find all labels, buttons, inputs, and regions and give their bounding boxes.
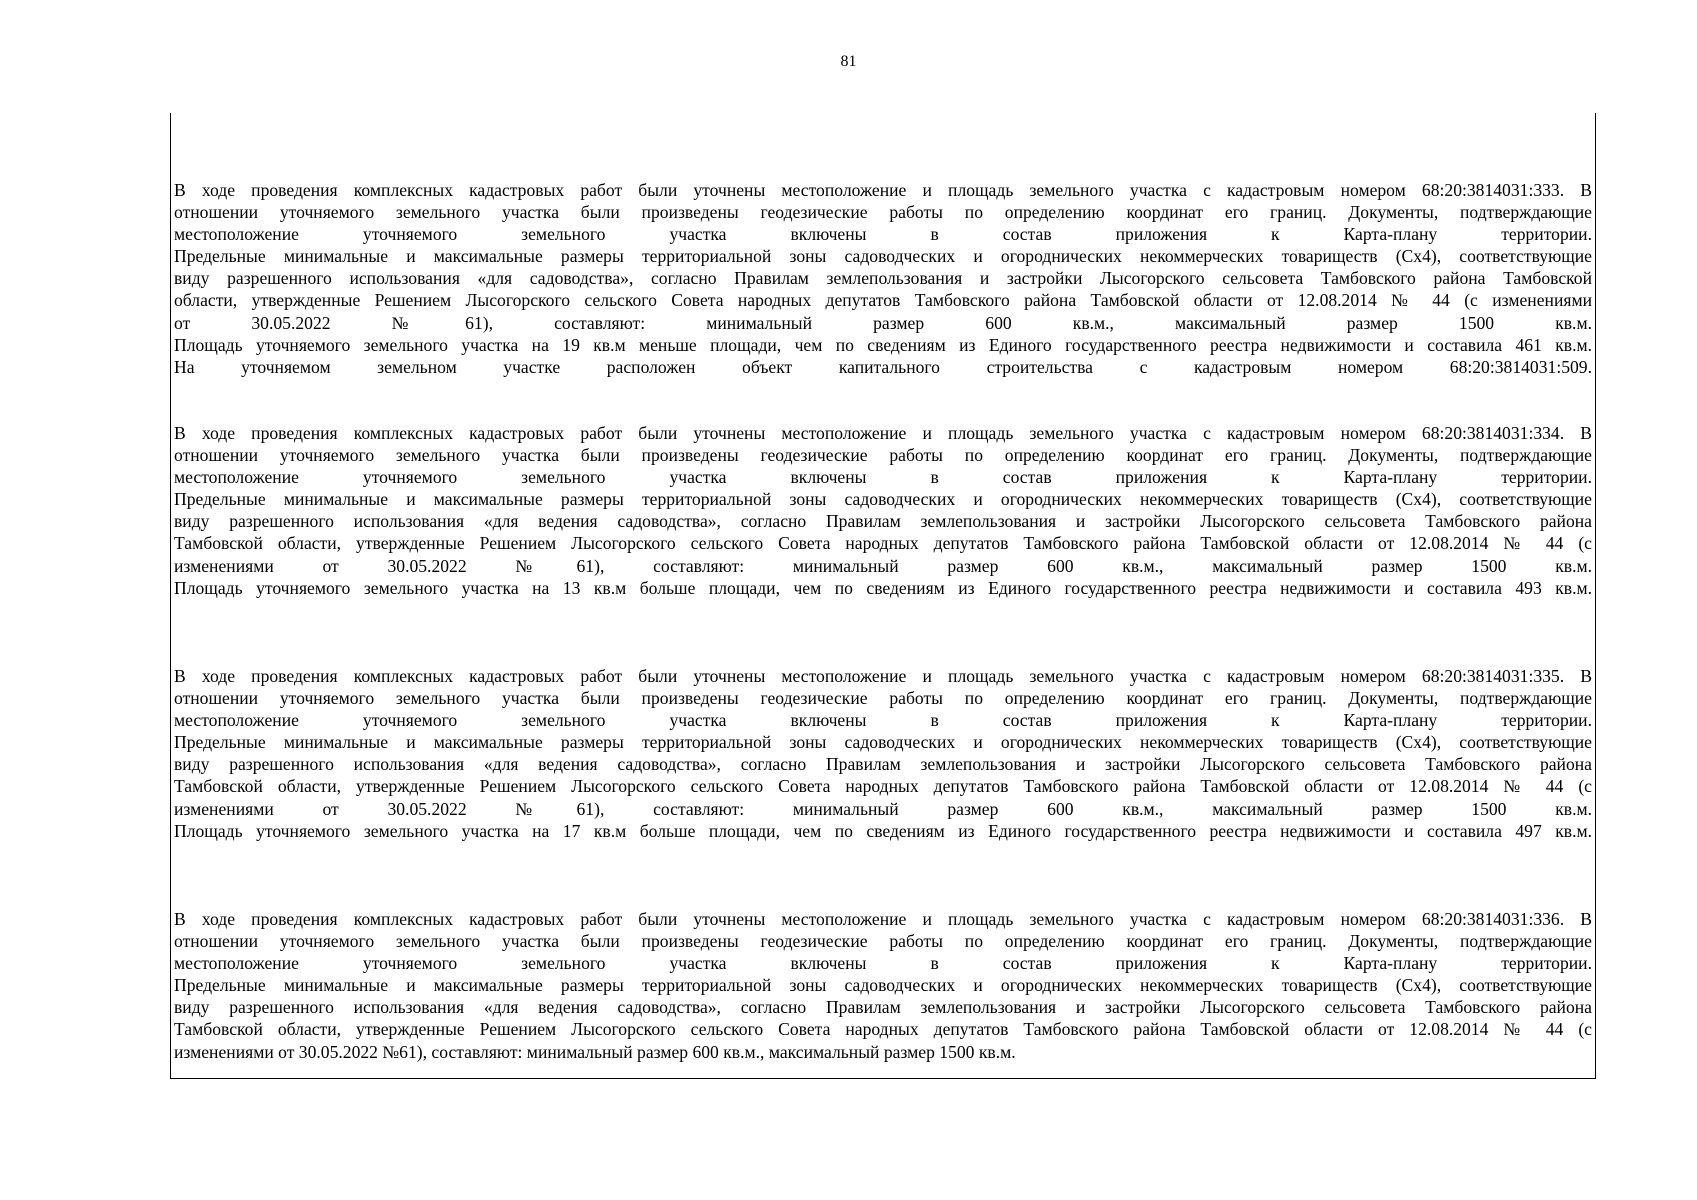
text-line: виду разрешенного использования «для ведения садоводства», согласно Правилам землепользования и застройки Лысогорского сельсовета Тамбовского района [174, 511, 1592, 532]
text-line: виду разрешенного использования «для ведения садоводства», согласно Правилам землепользования и застройки Лысогорского сельсовета Тамбовского района [174, 997, 1592, 1018]
content-frame [170, 113, 1596, 1079]
page-number: 81 [840, 53, 857, 70]
text-line: отношении уточняемого земельного участка были произведены геодезические работы по определению координат его границ. Документы, подтверждающие [174, 202, 1592, 223]
text-line: В ходе проведения комплексных кадастровых работ были уточнены местоположение и площадь земельного участка с кадастровым номером 68:20:3814031:335. В [174, 666, 1592, 686]
text-line: Тамбовской области, утвержденные Решением Лысогорского сельского Совета народных депутатов Тамбовского района Тамбовской области от 12.08.2014 № 44 (с [174, 776, 1592, 797]
text-line: Предельные минимальные и максимальные размеры территориальной зоны садоводческих и огороднических некоммерческих товариществ (Сх4), соответствующие [174, 246, 1592, 267]
text-line: Тамбовской области, утвержденные Решением Лысогорского сельского Совета народных депутатов Тамбовского района Тамбовской области от 12.08.2014 № 44 (с [174, 533, 1592, 554]
text-line: местоположение уточняемого земельного участка включены в состав приложения к Карта-плану территории. [174, 224, 1592, 245]
parcel-paragraph [174, 422, 1592, 599]
text-line: отношении уточняемого земельного участка были произведены геодезические работы по определению координат его границ. Документы, подтверждающие [174, 931, 1592, 952]
text-line: Площадь уточняемого земельного участка на 17 кв.м больше площади, чем по сведениям из Единого государственного реестра недвижимости и составила 497 кв.м. [174, 820, 1592, 841]
text-line: отношении уточняемого земельного участка были произведены геодезические работы по определению координат его границ. Документы, подтверждающие [174, 688, 1592, 709]
parcel-paragraph [174, 908, 1592, 1063]
text-line: отношении уточняемого земельного участка были произведены геодезические работы по определению координат его границ. Документы, подтверждающие [174, 445, 1592, 466]
text-line: виду разрешенного использования «для ведения садоводства», согласно Правилам землепользования и застройки Лысогорского сельсовета Тамбовского района [174, 754, 1592, 775]
text-line: В ходе проведения комплексных кадастровых работ были уточнены местоположение и площадь земельного участка с кадастровым номером 68:20:3814031:334. В [174, 423, 1592, 443]
text-line: изменениями от 30.05.2022 №61), составляют: минимальный размер 600 кв.м., максимальный размер 1500 кв.м. [174, 555, 1592, 576]
text-line: В ходе проведения комплексных кадастровых работ были уточнены местоположение и площадь земельного участка с кадастровым номером 68:20:3814031:333. В [174, 180, 1592, 200]
text-line: области, утвержденные Решением Лысогорского сельского Совета народных депутатов Тамбовского района Тамбовской области от 12.08.2014 № 44 (с изменениями [174, 290, 1592, 311]
text-line: Предельные минимальные и максимальные размеры территориальной зоны садоводческих и огороднических некоммерческих товариществ (Сх4), соответствующие [174, 489, 1592, 510]
text-line: Площадь уточняемого земельного участка на 19 кв.м меньше площади, чем по сведениям из Единого государственного реестра недвижимости и составила 461 кв.м. [174, 334, 1592, 355]
parcel-paragraph [174, 665, 1592, 842]
text-line: виду разрешенного использования «для садоводства», согласно Правилам землепользования и застройки Лысогорского сельсовета Тамбовского района Тамбовской [174, 268, 1592, 289]
text-line: На уточняемом земельном участке расположен объект капитального строительства с кадастровым номером 68:20:3814031:509. [174, 356, 1592, 377]
text-line: Предельные минимальные и максимальные размеры территориальной зоны садоводческих и огороднических некоммерческих товариществ (Сх4), соответствующие [174, 732, 1592, 753]
text-line: местоположение уточняемого земельного участка включены в состав приложения к Карта-плану территории. [174, 467, 1592, 488]
text-line: Тамбовской области, утвержденные Решением Лысогорского сельского Совета народных депутатов Тамбовского района Тамбовской области от 12.08.2014 № 44 (с [174, 1019, 1592, 1040]
text-line: изменениями от 30.05.2022 №61), составляют: минимальный размер 600 кв.м., максимальный размер 1500 кв.м. [174, 1041, 1016, 1062]
text-line: местоположение уточняемого земельного участка включены в состав приложения к Карта-плану территории. [174, 710, 1592, 731]
text-line: Предельные минимальные и максимальные размеры территориальной зоны садоводческих и огороднических некоммерческих товариществ (Сх4), соответствующие [174, 975, 1592, 996]
parcel-paragraph [174, 179, 1592, 378]
text-line: В ходе проведения комплексных кадастровых работ были уточнены местоположение и площадь земельного участка с кадастровым номером 68:20:3814031:336. В [174, 909, 1592, 929]
text-line: от 30.05.2022 №61), составляют: минимальный размер 600 кв.м., максимальный размер 1500 кв.м. [174, 312, 1592, 333]
text-line: изменениями от 30.05.2022 №61), составляют: минимальный размер 600 кв.м., максимальный размер 1500 кв.м. [174, 798, 1592, 819]
text-line: местоположение уточняемого земельного участка включены в состав приложения к Карта-плану территории. [174, 953, 1592, 974]
text-line: Площадь уточняемого земельного участка на 13 кв.м больше площади, чем по сведениям из Единого государственного реестра недвижимости и составила 493 кв.м. [174, 577, 1592, 598]
